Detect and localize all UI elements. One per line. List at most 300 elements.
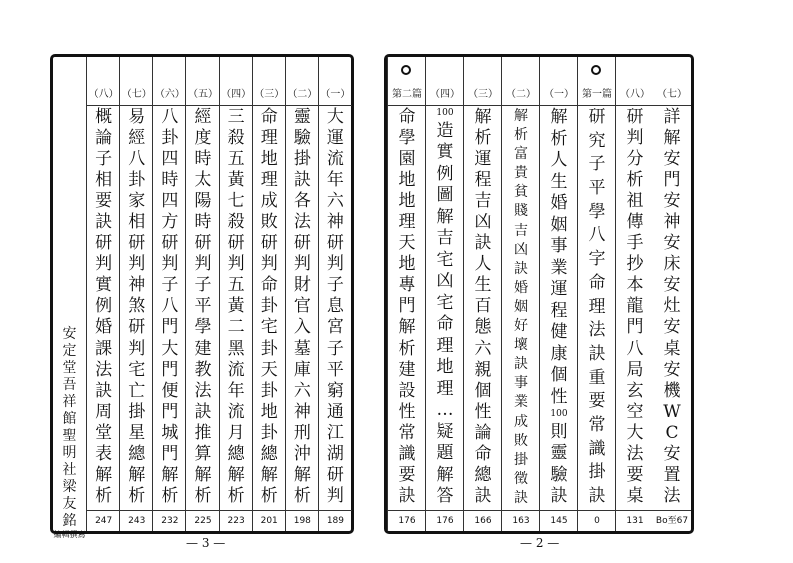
toc-char: 要 (588, 391, 606, 412)
author-char: 安 (62, 326, 77, 342)
toc-char: 研 (326, 233, 344, 254)
toc-char: 則 (550, 421, 568, 442)
toc-char: 論 (95, 128, 113, 149)
toc-char: 八 (588, 225, 606, 246)
page-ref: 176 (388, 510, 426, 531)
toc-char: 百 (474, 296, 492, 317)
toc-char: 解 (550, 107, 568, 127)
toc-char: 卦 (260, 422, 278, 443)
column-header: （八） (616, 85, 654, 106)
toc-char: 建 (398, 359, 416, 380)
toc-char: 八 (626, 338, 644, 359)
toc-char: 安 (663, 233, 681, 254)
toc-char: 要 (398, 464, 416, 485)
toc-char: 運 (550, 279, 568, 299)
toc-char: 理 (588, 296, 606, 317)
toc-char: 凶 (474, 212, 492, 233)
toc-char: 卦 (161, 128, 179, 149)
toc-char: 訣 (194, 401, 212, 422)
toc-char: 判 (128, 338, 146, 359)
toc-char: 專 (398, 275, 416, 296)
toc-char: 平 (588, 178, 606, 199)
toc-column (577, 57, 616, 531)
toc-char: 析 (95, 485, 113, 506)
toc-char: 七 (227, 191, 245, 212)
toc-char: 性 (398, 401, 416, 422)
toc-char: 門 (398, 296, 416, 317)
author-char: 堂 (62, 360, 77, 376)
toc-char: 命 (260, 107, 278, 127)
toc-char: 解 (398, 317, 416, 338)
toc-char: 置 (663, 464, 681, 485)
toc-char: 年 (326, 170, 344, 191)
toc-char: 究 (588, 130, 606, 151)
toc-char: 經 (128, 128, 146, 149)
toc-char: 安 (663, 317, 681, 338)
toc-char: 沖 (293, 443, 311, 464)
toc-char: 城 (161, 422, 179, 443)
page-ref: 247 (87, 510, 120, 531)
toc-char: 官 (293, 296, 311, 317)
toc-char: 敗 (260, 212, 278, 233)
toc-char: 三 (227, 107, 245, 127)
toc-char: 理 (436, 335, 454, 356)
toc-char: 100 (550, 409, 568, 419)
toc-char: 解 (436, 206, 454, 227)
author-char: 明 (62, 445, 77, 461)
toc-char: 江 (326, 422, 344, 443)
toc-char: 六 (474, 338, 492, 359)
toc-char: 掛 (588, 462, 606, 483)
toc-char: 判 (326, 485, 344, 506)
toc-char: 事 (514, 375, 528, 392)
toc-column (185, 57, 219, 531)
toc-char: 解 (514, 108, 528, 124)
toc-char: 墓 (293, 338, 311, 359)
page-ref: 223 (220, 510, 253, 531)
toc-char: 亡 (128, 380, 146, 401)
toc-char: 常 (398, 422, 416, 443)
toc-char: 理 (436, 378, 454, 399)
toc-column (463, 57, 502, 531)
toc-char: 教 (194, 359, 212, 380)
toc-char: 時 (194, 212, 212, 233)
toc-char: 天 (260, 359, 278, 380)
column-header: （七） (653, 85, 691, 106)
toc-char: 手 (626, 233, 644, 254)
page-ref: 163 (502, 510, 540, 531)
column-header: （一） (319, 85, 352, 106)
toc-char: 態 (474, 317, 492, 338)
toc-char: 空 (626, 401, 644, 422)
toc-char: 婚 (514, 279, 528, 296)
toc-char: 徵 (514, 470, 528, 487)
toc-char: 命 (588, 272, 606, 293)
toc-char: 要 (95, 191, 113, 212)
toc-char: 掛 (514, 451, 528, 468)
toc-char: 人 (550, 150, 568, 170)
toc-char: 地 (260, 401, 278, 422)
toc-char: 訣 (474, 233, 492, 254)
toc-char: 凶 (436, 271, 454, 291)
toc-char: 宅 (128, 359, 146, 380)
toc-char: 地 (398, 191, 416, 212)
toc-char: 建 (194, 338, 212, 359)
toc-char: 凶 (514, 241, 528, 258)
toc-char: 黃 (227, 296, 245, 317)
toc-column (539, 57, 578, 531)
toc-char: 訣 (95, 380, 113, 401)
toc-char: 親 (474, 359, 492, 380)
toc-char: 門 (663, 170, 681, 191)
toc-char: 性 (474, 401, 492, 422)
toc-char: 吉 (436, 228, 454, 248)
toc-char: 卦 (260, 296, 278, 317)
toc-char: 析 (626, 170, 644, 191)
toc-char: 學 (194, 317, 212, 338)
toc-char: 門 (626, 317, 644, 338)
toc-char: 析 (514, 127, 528, 144)
toc-char: 月 (227, 422, 245, 443)
toc-char: 灶 (663, 296, 681, 317)
page-ref: 198 (286, 510, 319, 531)
circle-marker-icon (591, 65, 601, 75)
toc-char: 度 (194, 128, 212, 149)
toc-char: 宅 (436, 249, 454, 270)
author-char: 友 (62, 496, 77, 512)
toc-char: 靈 (293, 107, 311, 127)
toc-char: 運 (474, 149, 492, 170)
toc-char: 分 (626, 149, 644, 170)
toc-char: 研 (128, 233, 146, 254)
toc-char: 訣 (588, 486, 606, 506)
author-suffix: 編輯撰寫 (53, 530, 86, 539)
page-ref: Bo至67 (653, 510, 691, 531)
toc-char: 判 (128, 254, 146, 275)
toc-char: 法 (194, 380, 212, 401)
toc-char: 平 (194, 296, 212, 317)
toc-char: 訣 (293, 170, 311, 191)
toc-char: 黑 (227, 338, 245, 359)
toc-char: 子 (161, 275, 179, 296)
toc-char: 時 (161, 170, 179, 191)
toc-char: 性 (550, 386, 568, 407)
toc-char: 太 (194, 170, 212, 191)
toc-char: 訣 (474, 485, 492, 506)
toc-char: 二 (227, 317, 245, 338)
toc-char: 析 (293, 485, 311, 506)
toc-char: 運 (326, 128, 344, 149)
toc-char: 理 (260, 170, 278, 191)
toc-char: 吉 (474, 191, 492, 212)
toc-char: 論 (474, 422, 492, 443)
toc-char: 訣 (514, 489, 528, 506)
toc-char: 研 (194, 233, 212, 254)
toc-char: 訣 (398, 485, 416, 506)
right-page (384, 54, 694, 534)
toc-char: 地 (398, 170, 416, 191)
toc-char: 100 (436, 108, 454, 118)
toc-char: 貧 (514, 184, 528, 201)
toc-char: 好 (514, 318, 528, 335)
toc-char: 法 (663, 485, 681, 506)
toc-char: 命 (260, 275, 278, 296)
toc-char: 相 (95, 170, 113, 191)
toc-char: 生 (550, 171, 568, 192)
column-header: （三） (464, 85, 502, 106)
author-char: 館 (62, 411, 77, 427)
toc-char: 驗 (550, 464, 568, 485)
toc-char: 黃 (227, 170, 245, 191)
page-ref: 166 (464, 510, 502, 531)
toc-char: 判 (227, 254, 245, 275)
page-ref: 225 (186, 510, 219, 531)
toc-char: 五 (227, 149, 245, 170)
toc-char: … (436, 400, 454, 420)
toc-char: 程 (474, 170, 492, 191)
toc-char: 地 (398, 254, 416, 275)
toc-char: 人 (474, 254, 492, 275)
toc-char: 八 (161, 296, 179, 317)
toc-char: 康 (550, 343, 568, 364)
toc-char: 貴 (514, 165, 528, 182)
toc-char: 便 (161, 380, 179, 401)
toc-char: 本 (626, 275, 644, 296)
toc-char: 平 (326, 359, 344, 380)
column-header: （八） (87, 85, 120, 106)
toc-char: 字 (588, 249, 606, 270)
toc-char: 析 (260, 485, 278, 506)
toc-char: 子 (326, 275, 344, 296)
toc-column (318, 57, 352, 531)
toc-char: 解 (293, 464, 311, 485)
page-ref: 131 (616, 510, 654, 531)
column-header: （三） (253, 85, 286, 106)
toc-char: 局 (626, 359, 644, 380)
author-char: 吾 (62, 377, 77, 393)
toc-char: 家 (128, 191, 146, 212)
toc-char: 殺 (227, 128, 245, 149)
toc-char: 成 (260, 191, 278, 212)
toc-char: 判 (293, 254, 311, 275)
toc-char: 大 (626, 422, 644, 443)
toc-char: 研 (260, 233, 278, 254)
toc-char: 傳 (626, 212, 644, 233)
toc-char: 析 (194, 485, 212, 506)
toc-char: 吉 (514, 222, 528, 239)
toc-column (615, 57, 654, 531)
toc-char: 研 (626, 107, 644, 127)
page-ref: 201 (253, 510, 286, 531)
page-ref: 189 (319, 510, 352, 531)
toc-char: 設 (398, 380, 416, 401)
toc-char: 流 (227, 359, 245, 380)
toc-column (219, 57, 253, 531)
toc-char: 詳 (663, 107, 681, 127)
column-header: （二） (502, 85, 540, 106)
toc-char: 理 (398, 212, 416, 233)
toc-char: 例 (95, 296, 113, 317)
toc-char: 判 (260, 254, 278, 275)
toc-char: 法 (293, 212, 311, 233)
toc-char: 概 (95, 107, 113, 127)
toc-char: 經 (194, 107, 212, 127)
toc-char: 八 (128, 149, 146, 170)
toc-char: 判 (194, 254, 212, 275)
toc-char: 大 (326, 107, 344, 127)
toc-char: 識 (588, 438, 606, 459)
toc-char: 程 (550, 300, 568, 321)
toc-char: 宅 (436, 292, 454, 313)
page-ref: 232 (153, 510, 186, 531)
toc-char: 生 (474, 275, 492, 296)
toc-char: 入 (293, 317, 311, 338)
toc-char: 刑 (293, 422, 311, 443)
toc-char: 析 (398, 338, 416, 359)
page-ref: 0 (578, 510, 616, 531)
toc-char: 識 (398, 443, 416, 464)
toc-char: 殺 (227, 212, 245, 233)
toc-char: 實 (95, 275, 113, 296)
toc-char: 總 (260, 443, 278, 464)
toc-char: 子 (588, 154, 606, 175)
toc-char: 推 (194, 422, 212, 443)
toc-char: 造 (436, 120, 454, 141)
toc-char: 通 (326, 401, 344, 422)
toc-char: 訣 (514, 260, 528, 277)
toc-char: 判 (95, 254, 113, 275)
toc-char: 婚 (95, 317, 113, 338)
author-char: 社 (62, 462, 77, 478)
toc-char: 命 (398, 107, 416, 127)
toc-char: 掛 (293, 149, 311, 170)
toc-char: 時 (194, 149, 212, 170)
toc-char: 研 (95, 233, 113, 254)
toc-char: 解 (194, 464, 212, 485)
toc-char: 煞 (128, 296, 146, 317)
author-char: 梁 (62, 479, 77, 495)
left-table-grid (53, 57, 351, 539)
toc-char: 靈 (550, 443, 568, 463)
toc-char: 疑 (436, 421, 454, 442)
left-page (50, 54, 354, 539)
toc-char: 各 (293, 191, 311, 212)
toc-char: 命 (436, 314, 454, 334)
author-char: 銘 (62, 513, 77, 529)
circle-marker-icon (401, 65, 411, 75)
toc-char: 門 (161, 359, 179, 380)
toc-char: 大 (161, 338, 179, 359)
toc-char: 息 (326, 296, 344, 317)
toc-char: 學 (398, 128, 416, 149)
toc-char: 周 (95, 401, 113, 422)
toc-char: 相 (128, 212, 146, 233)
toc-char: 子 (326, 338, 344, 359)
page-ref: 176 (426, 510, 464, 531)
toc-char: 桌 (663, 338, 681, 359)
column-header: （七） (120, 85, 153, 106)
author-char: 祥 (62, 394, 77, 410)
toc-char: 研 (161, 233, 179, 254)
toc-char: 判 (626, 128, 644, 149)
toc-char: 子 (95, 149, 113, 170)
toc-char: 題 (436, 443, 454, 463)
toc-char: 研 (293, 233, 311, 254)
toc-char: 重 (588, 367, 606, 388)
toc-char: 門 (161, 443, 179, 464)
toc-char: 個 (550, 365, 568, 385)
toc-char: 姻 (550, 214, 568, 235)
toc-char: 抄 (626, 254, 644, 275)
toc-char: 析 (550, 128, 568, 149)
toc-char: 六 (326, 191, 344, 212)
toc-char: 業 (550, 257, 568, 278)
toc-char: 總 (474, 464, 492, 485)
toc-char: 訣 (514, 356, 528, 373)
toc-column (653, 57, 691, 531)
toc-char: 年 (227, 380, 245, 401)
toc-char: 桌 (626, 485, 644, 506)
toc-char: 敗 (514, 432, 528, 449)
toc-char: 實 (436, 142, 454, 162)
column-header: 第二篇 (388, 85, 426, 106)
toc-char: 門 (161, 401, 179, 422)
toc-char: 堂 (95, 422, 113, 443)
toc-char: 常 (588, 414, 606, 435)
toc-char: 八 (161, 107, 179, 127)
toc-char: 玄 (626, 380, 644, 401)
toc-column (425, 57, 464, 531)
toc-char: 星 (128, 422, 146, 443)
toc-char: 理 (260, 128, 278, 149)
page-ref: 145 (540, 510, 578, 531)
author-char: 聖 (62, 428, 77, 444)
toc-char: 析 (474, 128, 492, 149)
toc-char: 解 (128, 464, 146, 485)
page-ref: 243 (120, 510, 153, 531)
toc-char: 答 (436, 486, 454, 506)
toc-char: 驗 (293, 128, 311, 149)
toc-char: 床 (663, 254, 681, 275)
toc-char: 學 (588, 201, 606, 222)
column-header: （四） (426, 85, 464, 106)
toc-char: 神 (326, 212, 344, 233)
toc-char: 個 (474, 380, 492, 401)
toc-char: 流 (227, 401, 245, 422)
column-header: （二） (286, 85, 319, 106)
toc-char: 龍 (626, 296, 644, 317)
toc-char: 流 (326, 149, 344, 170)
toc-char: 財 (293, 275, 311, 296)
toc-char: 圖 (436, 185, 454, 205)
toc-char: 神 (128, 275, 146, 296)
toc-char: 法 (95, 359, 113, 380)
author-column (53, 57, 86, 539)
toc-char: 訣 (550, 486, 568, 506)
toc-char: 宮 (326, 317, 344, 338)
toc-char: 門 (161, 317, 179, 338)
toc-char: 法 (626, 443, 644, 464)
toc-char: 壞 (514, 337, 528, 354)
toc-char: 賤 (514, 203, 528, 220)
toc-char: 研 (227, 233, 245, 254)
toc-char: 方 (161, 212, 179, 233)
toc-column (285, 57, 319, 531)
toc-char: 解 (227, 464, 245, 485)
toc-char: 陽 (194, 191, 212, 212)
toc-char: 解 (95, 464, 113, 485)
toc-char: 判 (161, 254, 179, 275)
